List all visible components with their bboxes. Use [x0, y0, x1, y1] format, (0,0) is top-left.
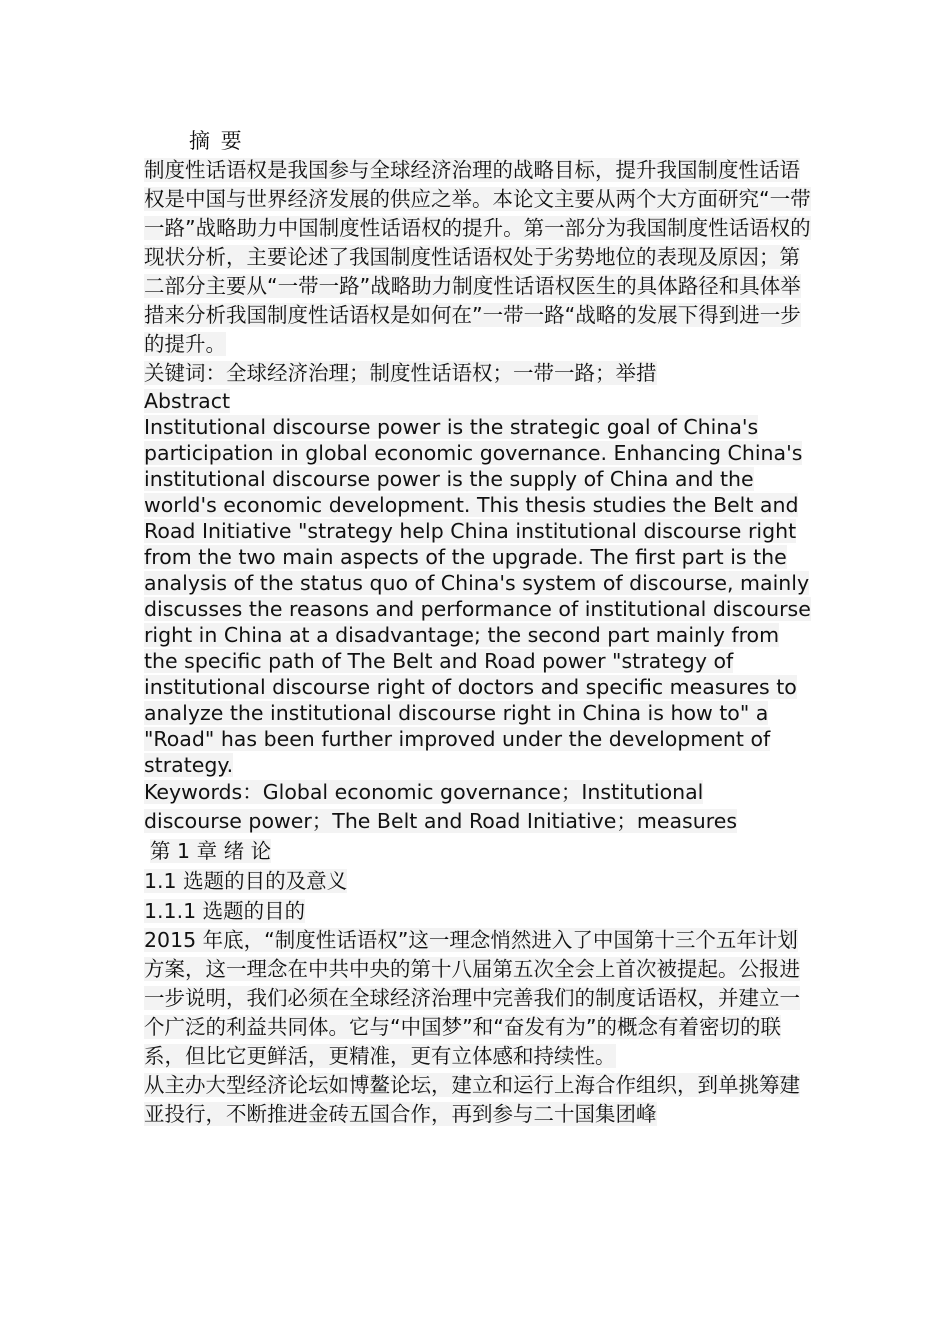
section-heading-1-1-1: 1.1.1 选题的目的 — [144, 899, 306, 923]
abstract-cn-title: 摘 要 — [189, 129, 244, 153]
abstract-en-keywords — [144, 778, 814, 836]
abstract-en-body: Institutional discourse power is the strategic goal of China's participation in global economic governance. Enhancing China's institutional discourse power is the supply of China and the world's economic development. This thesis studies the Belt and Road Initiative "strategy help China institutional discourse right from the two main aspects of the upgrade. The first part is the analysis of the status quo of China's system of discourse, mainly discusses the reasons and performance of institutional discourse right in China at a disadvantage; the second part mainly from the specific path of The Belt and Road power "strategy of institutional discourse right of doctors and specific measures to analyze the institutional discourse right in China is how to" a "Road" has been further improved under the development of strategy. — [144, 415, 811, 777]
abstract-en-title: Abstract — [144, 389, 231, 413]
abstract-cn-keywords: 关键词：全球经济治理；制度性话语权；一带一路；举措 — [144, 361, 657, 385]
chapter-paragraph-2: 从主办大型经济论坛如博鳌论坛，建立和运行上海合作组织，到单挑筹建亚投行，不断推进金砖五国合作，再到参与二十国集团峰 — [144, 1073, 800, 1126]
abstract-en-keywords-line1: Keywords：Global economic governance；Institutional — [144, 780, 704, 804]
section-heading-1-1: 1.1 选题的目的及意义 — [144, 869, 348, 893]
chapter-title: 第 1 章 绪 论 — [150, 839, 272, 863]
abstract-en-keywords-line2: discourse power；The Belt and Road Initiative；measures — [144, 809, 737, 833]
chapter-paragraph-1: 2015 年底，“制度性话语权”这一理念悄然进入了中国第十三个五年计划方案，这一理念在中共中央的第十八届第五次全会上首次被提起。公报进一步说明，我们必须在全球经济治理中完善我们的制度话语权，并建立一个广泛的利益共同体。它与“中国梦”和“奋发有为”的概念有着密切的联系，但比它更鲜活，更精准，更有立体感和持续性。 — [144, 928, 800, 1068]
abstract-cn-body: 制度性话语权是我国参与全球经济治理的战略目标，提升我国制度性话语权是中国与世界经济发展的供应之举。本论文主要从两个大方面研究“一带一路”战略助力中国制度性话语权的提升。第一部分为我国制度性话语权的现状分析，主要论述了我国制度性话语权处于劣势地位的表现及原因；第二部分主要从“一带一路”战略助力制度性话语权医生的具体路径和具体举措来分析我国制度性话语权是如何在”一带一路“战略的发展下得到进一步的提升。 — [144, 158, 811, 356]
document-page — [144, 126, 814, 1129]
